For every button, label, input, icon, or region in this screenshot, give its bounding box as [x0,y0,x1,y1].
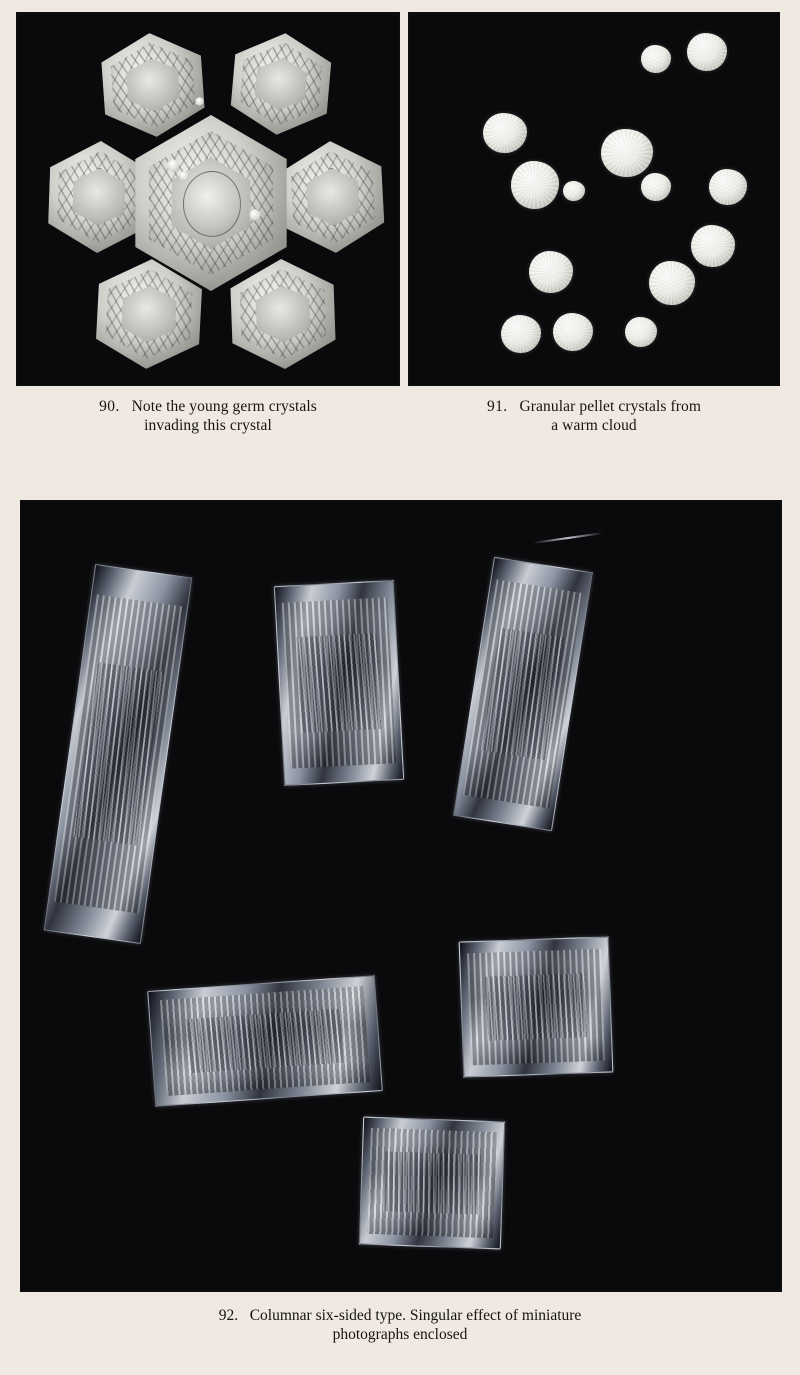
columnar-crystal-3 [453,557,593,831]
figure-92-caption [20,1292,780,1345]
figure-92-number: 92. [218,1307,239,1324]
pellet-10 [529,251,573,293]
pellet-1 [641,45,671,73]
figure-92 [20,500,780,1345]
hex-plate-right [272,138,394,256]
columnar-crystal-4 [147,975,383,1107]
pellet-4 [601,129,653,177]
figure-91-caption-line1: Granular pellet crystals from [519,398,702,415]
film-scratch [533,532,603,544]
columnar-crystal-1 [44,564,193,944]
pellet-6 [563,181,585,201]
pellet-14 [625,317,657,347]
figure-92-photograph [20,500,782,1292]
pellet-7 [641,173,671,201]
figure-91-photograph [408,12,780,386]
hex-plate-top-right [221,28,341,139]
figure-90-caption-line2: invading this crystal [144,416,272,434]
pellet-8 [709,169,747,205]
pellet-5 [511,161,559,209]
top-figure-row [16,12,784,436]
figure-90-photograph [16,12,400,386]
pellet-2 [687,33,727,71]
pellet-12 [501,315,541,353]
figure-90-caption [16,386,400,436]
figure-92-caption-line2: photographs enclosed [332,1326,468,1344]
pellet-13 [553,313,593,351]
figure-91-number: 91. [486,398,508,415]
figure-90-number: 90. [99,398,120,415]
figure-91 [408,12,780,436]
crystal-core [183,171,241,236]
figure-92-caption-line1: Columnar six-sided type. Singular effect of miniature [249,1307,582,1324]
columnar-crystal-2 [274,580,404,786]
pellet-11 [649,261,695,305]
figure-91-caption-line2: a warm cloud [551,416,637,434]
columnar-crystal-6 [359,1117,505,1250]
figure-90 [16,12,400,436]
pellet-9 [691,225,735,267]
columnar-crystal-5 [459,936,614,1077]
figure-91-caption [408,386,780,436]
figure-90-caption-line1: Note the young germ crystals [131,398,317,415]
pellet-3 [483,113,527,153]
